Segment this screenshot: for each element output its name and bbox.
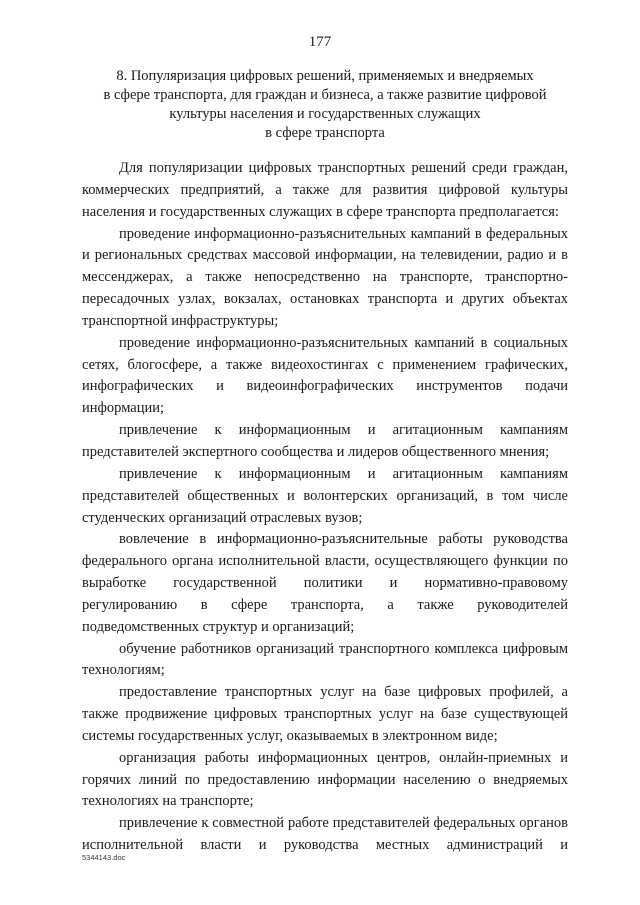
page-number: 177 (308, 34, 332, 50)
list-item: вовлечение в информационно-разъяснительные работы руководства федерального органа исполнительной власти, осуществляющего функции по выработке государственной политики и нормативно-правовому регулированию в сфере транспорта, а также руководителей подведомственных структур и организаций; (82, 531, 568, 635)
list-item: проведение информационно-разъяснительных кампаний в федеральных и региональных средствах массовой информации, на телевидении, радио и в мессенджерах, а также непосредственно на транспорте, транспортно-пересадочных узлах, вокзалах, остановках транспорта и других объектах транспортной инфраструктуры; (82, 225, 568, 329)
document-body (82, 158, 568, 857)
section-heading (60, 67, 590, 143)
list-item: привлечение к информационным и агитационным кампаниям представителей общественных и волонтерских организаций, в том числе студенческих организаций отраслевых вузов; (82, 465, 568, 526)
list-item: привлечение к информационным и агитационным кампаниям представителей экспертного сообщества и лидеров общественного мнения; (82, 422, 568, 460)
document-id: 5344143.doc (82, 853, 126, 862)
heading-line: культуры населения и государственных служащих (169, 106, 481, 122)
paragraph: Для популяризации цифровых транспортных решений среди граждан, коммерческих предприятий, а также для развития цифровой культуры населения и государственных служащих в сфере транспорта предполагается: (82, 160, 568, 220)
list-item: организация работы информационных центров, онлайн-приемных и горячих линий по предоставлению информации населению о внедряемых технологиях на транспорте; (82, 749, 568, 810)
heading-line: 8. Популяризация цифровых решений, применяемых и внедряемых (116, 68, 534, 84)
list-item: привлечение к совместной работе представителей федеральных органов исполнительной власти и руководства местных администраций и (82, 815, 568, 854)
list-item: проведение информационно-разъяснительных кампаний в социальных сетях, блогосфере, а также видеохостингах с применением графических, инфографических и видеоинфографических инструментов подачи информации; (82, 334, 568, 417)
heading-line: в сфере транспорта (265, 125, 385, 141)
list-item: обучение работников организаций транспортного комплекса цифровым технологиям; (82, 640, 568, 679)
list-item: предоставление транспортных услуг на базе цифровых профилей, а также продвижение цифровых транспортных услуг на базе существующей системы государственных услуг, оказываемых в электронном виде; (82, 684, 568, 744)
heading-line: в сфере транспорта, для граждан и бизнеса, а также развитие цифровой (103, 87, 547, 103)
